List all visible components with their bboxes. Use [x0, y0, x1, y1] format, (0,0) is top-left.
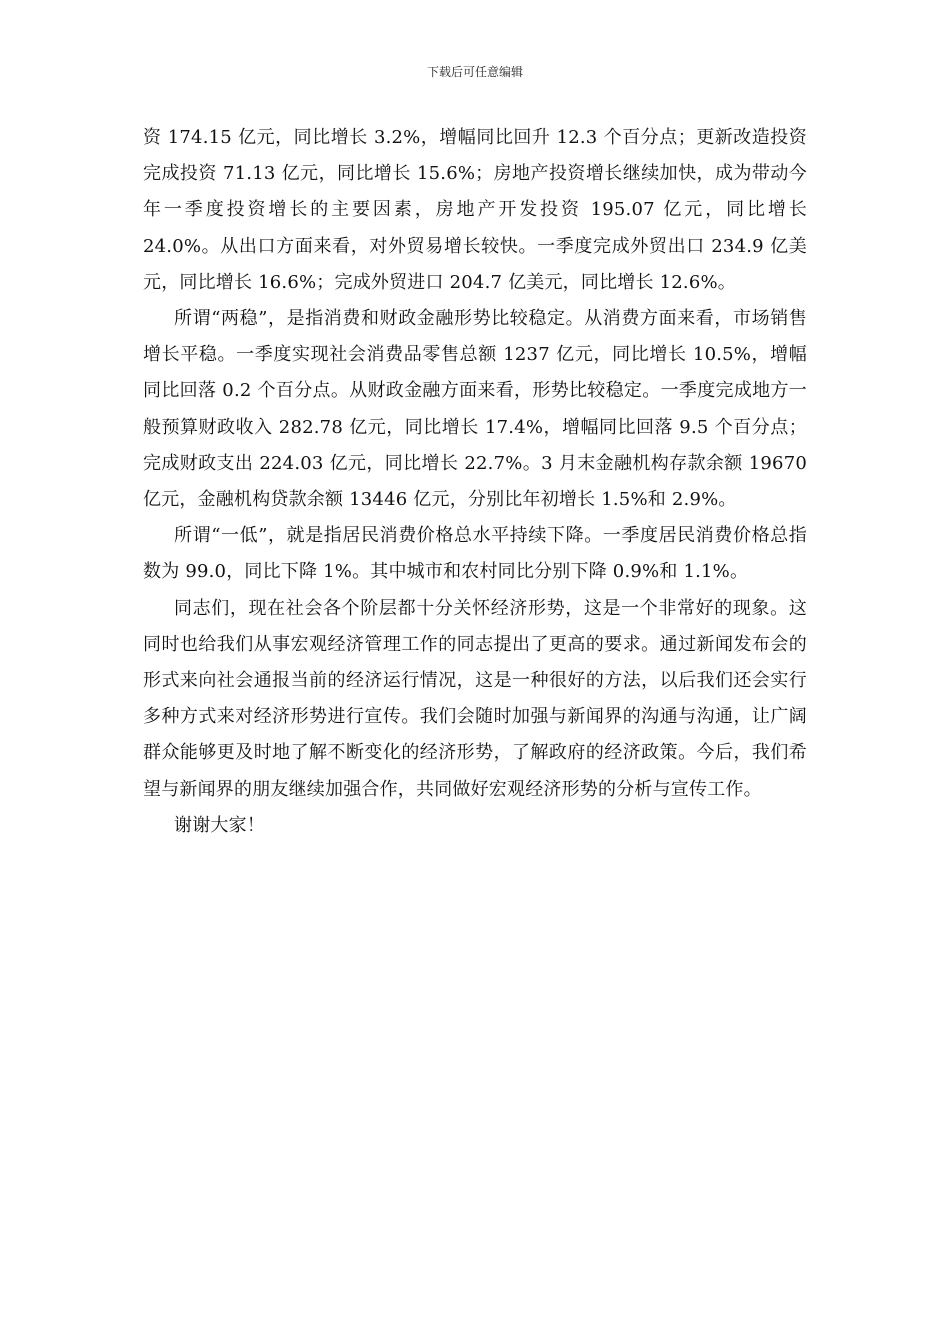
document-body [143, 120, 807, 844]
paragraph-closing-remarks: 同志们，现在社会各个阶层都十分关怀经济形势，这是一个非常好的现象。这同时也给我们从事宏观经济管理工作的同志提出了更高的要求。通过新闻发布会的形式来向社会通报当前的经济运行情况，这是一种很好的方法，以后我们还会实行多种方式来对经济形势进行宣传。我们会随时加强与新闻界的沟通与沟通，让广阔群众能够更及时地了解不断变化的经济形势，了解政府的经济政策。今后，我们希望与新闻界的朋友继续加强合作，共同做好宏观经济形势的分析与宣传工作。 [143, 597, 807, 800]
paragraph-one-low: 所谓“一低”，就是指居民消费价格总水平持续下降。一季度居民消费价格总指数为 99.0，同比下降 1%。其中城市和农村同比分别下降 0.9%和 1.1%。 [143, 525, 807, 583]
paragraph-thanks: 谢谢大家！ [174, 814, 265, 836]
paragraph-two-stable: 所谓“两稳”，是指消费和财政金融形势比较稳定。从消费方面来看，市场销售增长平稳。一季度实现社会消费品零售总额 1237 亿元，同比增长 10.5%，增幅同比回落 0.2 个百分点。从财政金融方面来看，形势比较稳定。一季度完成地方一般预算财政收入 282.78 亿元，同比增长 17.4%，增幅同比回落 9.5 个百分点；完成财政支出 224.03 亿元，同比增长 22.7%。3 月末金融机构存款余额 19670 亿元，金融机构贷款余额 13446 亿元，分别比年初增长 1.5%和 2.9%。 [143, 308, 807, 511]
page-header: 下载后可任意编辑 [426, 65, 523, 79]
paragraph-investment-trade: 资 174.15 亿元，同比增长 3.2%，增幅同比回升 12.3 个百分点；更新改造投资完成投资 71.13 亿元，同比增长 15.6%；房地产投资增长继续加快，成为带动今年一季度投资增长的主要因素，房地产开发投资 195.07 亿元，同比增长 24.0%。从出口方面来看，对外贸易增长较快。一季度完成外贸出口 234.9 亿美元，同比增长 16.6%；完成外贸进口 204.7 亿美元，同比增长 12.6%。 [143, 127, 807, 293]
